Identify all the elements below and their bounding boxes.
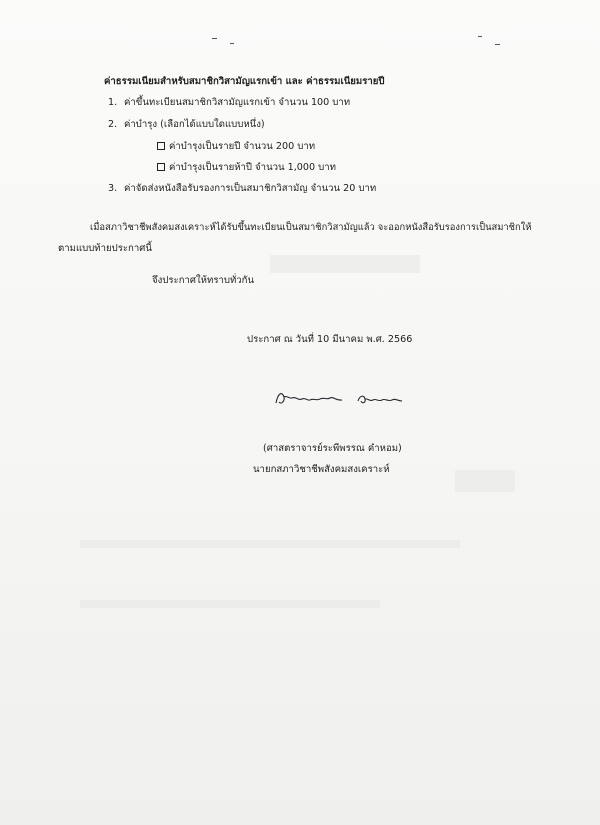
scan-speck [495,44,500,45]
fees-heading: ค่าธรรมเนียมสำหรับสมาชิกวิสามัญแรกเข้า และ ค่าธรรมเนียมรายปี [104,76,385,87]
bleed-through-block [270,255,420,273]
option-annual [157,140,315,153]
fee-item-registration: ค่าขึ้นทะเบียนสมาชิกวิสามัญแรกเข้า จำนวน 100 บาท [124,97,351,108]
fee-item-certificate: ค่าจัดส่งหนังสือรับรองการเป็นสมาชิกวิสามัญ จำนวน 20 บาท [124,183,377,194]
fee-item-number: 1. [108,97,118,108]
checkbox-annual[interactable] [157,142,165,150]
option-five-year [157,161,336,174]
option-five-year-label: ค่าบำรุงเป็นรายห้าปี จำนวน 1,000 บาท [169,162,336,173]
signer-position: นายกสภาวิชาชีพสังคมสงเคราะห์ [253,464,390,475]
checkbox-five-year[interactable] [157,163,165,171]
announcement: จึงประกาศให้ทราบทั่วกัน [152,275,255,286]
signer-name: (ศาสตราจารย์ระพีพรรณ คำหอม) [263,443,402,454]
scan-speck [230,43,234,44]
fee-item-maintenance: ค่าบำรุง (เลือกได้แบบใดแบบหนึ่ง) [124,119,265,130]
fee-item-number: 3. [108,183,118,194]
option-annual-label: ค่าบำรุงเป็นรายปี จำนวน 200 บาท [169,141,316,152]
bleed-through-block [80,540,460,548]
body-paragraph-line2: ตามแบบท้ายประกาศนี้ [58,243,152,254]
signature-image [272,383,432,413]
body-paragraph-line1: เมื่อสภาวิชาชีพสังคมสงเคราะห์ได้รับขึ้นทะเบียนเป็นสมาชิกวิสามัญแล้ว จะออกหนังสือรับรองการเป็นสมาชิกให้ [90,222,532,233]
bleed-through-block [80,600,380,608]
announcement-date: ประกาศ ณ วันที่ 10 มีนาคม พ.ศ. 2566 [247,334,413,345]
fee-item-number: 2. [108,119,118,130]
scan-speck [478,36,482,37]
bleed-through-block [455,470,515,492]
scan-speck [212,38,217,39]
